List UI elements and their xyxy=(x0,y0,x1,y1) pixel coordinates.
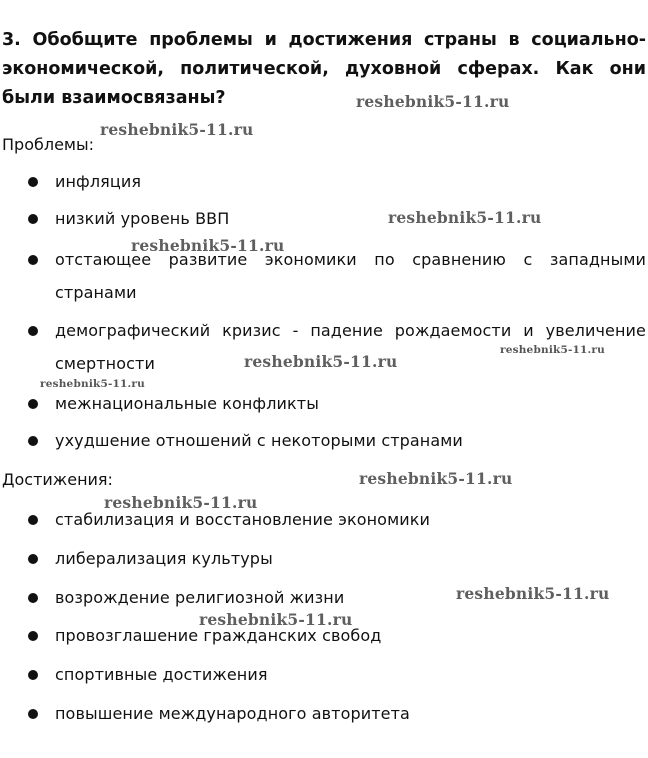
bullet-icon xyxy=(28,515,38,525)
bullet-icon xyxy=(28,670,38,680)
bullet-icon xyxy=(28,631,38,641)
bullet-icon xyxy=(28,214,38,224)
bullet-icon xyxy=(28,709,38,719)
watermark: reshebnik5-11.ru xyxy=(356,92,510,111)
list-item: ухудшение отношений с некоторыми странами xyxy=(28,424,646,457)
watermark: reshebnik5-11.ru xyxy=(359,469,513,488)
watermark: reshebnik5-11.ru xyxy=(500,344,605,356)
watermark: reshebnik5-11.ru xyxy=(104,493,258,512)
watermark: reshebnik5-11.ru xyxy=(199,610,353,629)
bullet-icon xyxy=(28,436,38,446)
list-item: провозглашение гражданских свобод xyxy=(28,619,646,652)
watermark: reshebnik5-11.ru xyxy=(388,208,542,227)
list-item: стабилизация и восстановление экономики xyxy=(28,503,646,536)
bullet-icon xyxy=(28,399,38,409)
list-item: инфляция xyxy=(28,165,646,198)
problems-title: Проблемы: xyxy=(2,135,95,154)
bullet-icon xyxy=(28,177,38,187)
list-item: отстающее развитие экономики по сравнению с западными странами xyxy=(28,243,646,309)
bullet-icon xyxy=(28,255,38,265)
watermark: reshebnik5-11.ru xyxy=(100,120,254,139)
watermark: reshebnik5-11.ru xyxy=(244,352,398,371)
watermark: reshebnik5-11.ru xyxy=(40,378,145,390)
list-item: возрождение религиозной жизни xyxy=(28,581,646,614)
achievements-title: Достижения: xyxy=(2,470,113,489)
bullet-icon xyxy=(28,326,38,336)
bullet-icon xyxy=(28,554,38,564)
list-item: либерализация культуры xyxy=(28,542,646,575)
watermark: reshebnik5-11.ru xyxy=(456,584,610,603)
question-heading: 3. Обобщите проблемы и достижения страны в социально-экономической, политической, духовной сферах. Как они были взаимосвязаны? xyxy=(2,30,646,108)
list-item: межнациональные конфликты xyxy=(28,387,646,420)
list-item: повышение международного авторитета xyxy=(28,697,646,730)
list-item: спортивные достижения xyxy=(28,658,646,691)
bullet-icon xyxy=(28,593,38,603)
list-item: демографический кризис - падение рождаемости и увеличение смертности xyxy=(28,314,646,380)
list-item: низкий уровень ВВП xyxy=(28,202,646,235)
watermark: reshebnik5-11.ru xyxy=(131,236,285,255)
